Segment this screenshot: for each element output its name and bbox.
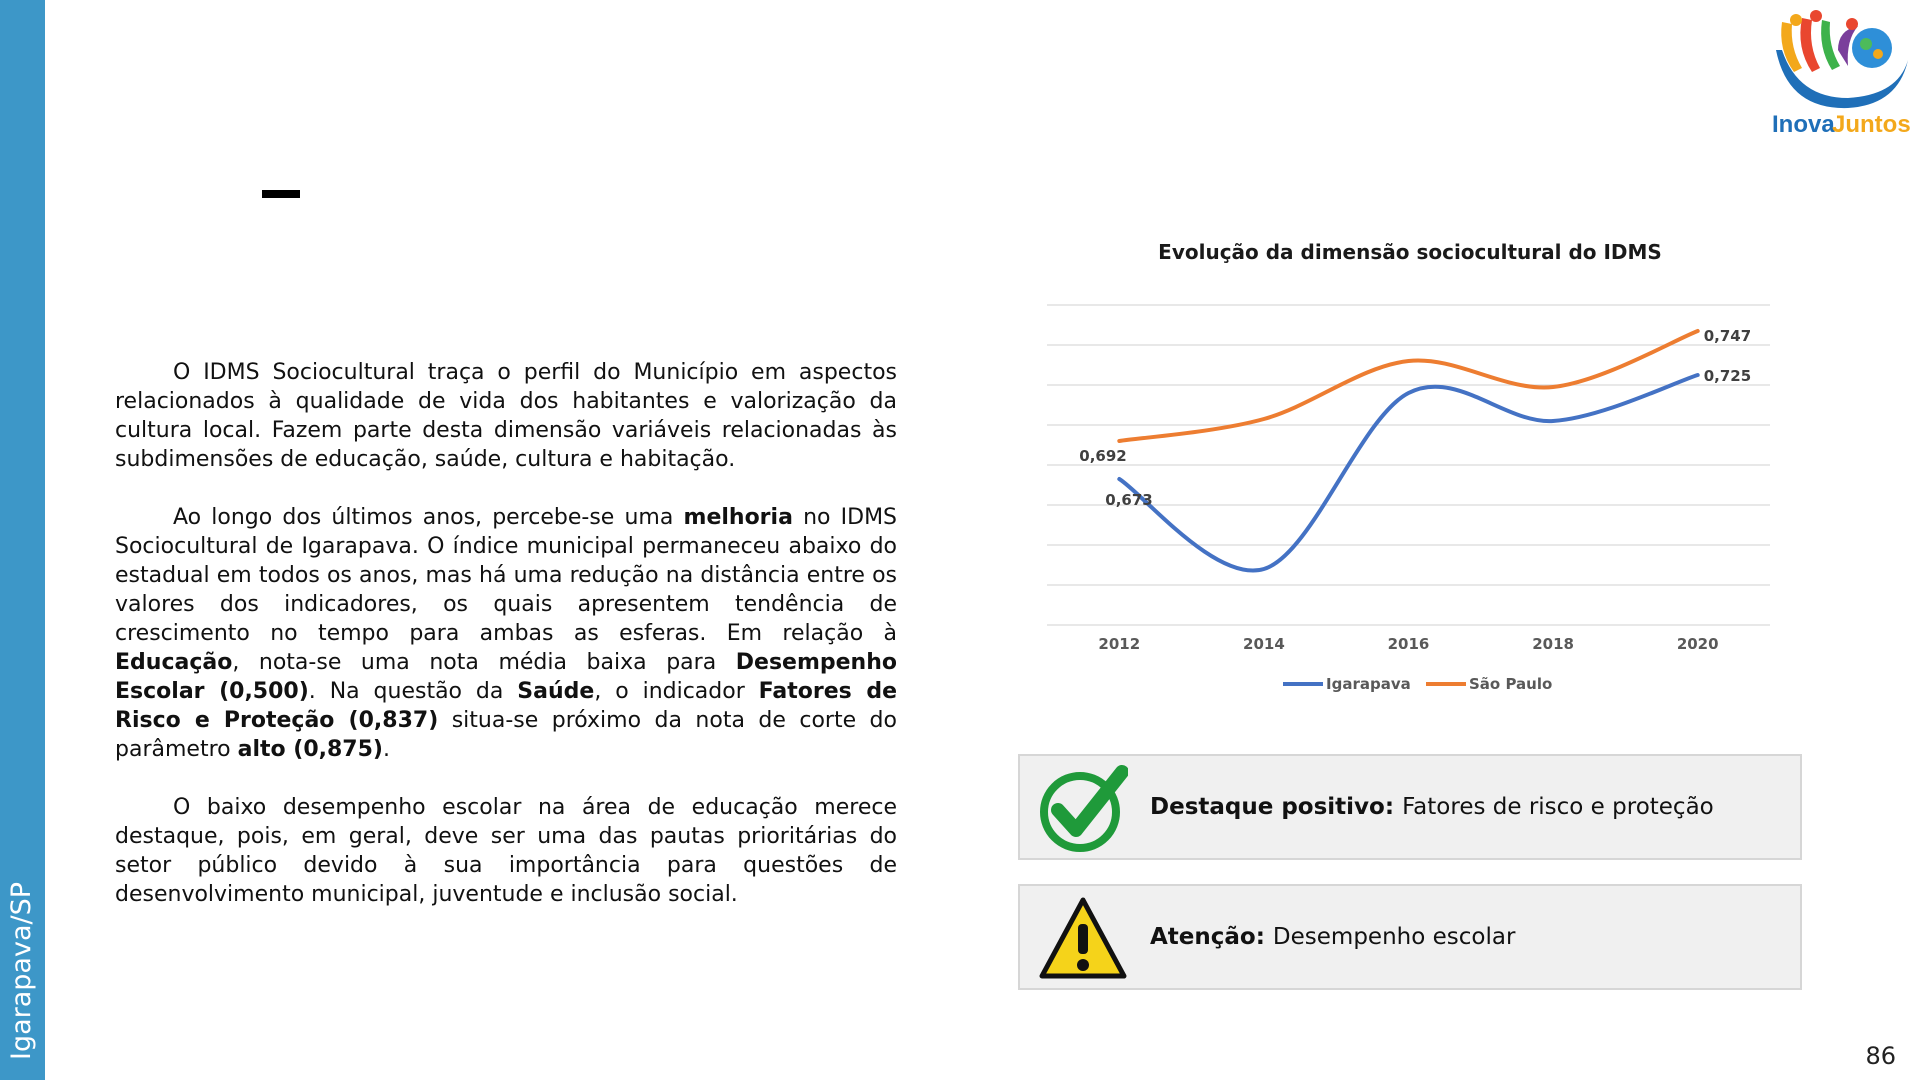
data-label: 0,725 bbox=[1703, 367, 1752, 385]
attention-text: Atenção: Desempenho escolar bbox=[1150, 924, 1516, 950]
municipality-label: Igarapava/SP bbox=[6, 881, 37, 1060]
checkmark-icon bbox=[1038, 764, 1128, 854]
logo-text-1: Inova bbox=[1772, 111, 1835, 136]
x-tick-label: 2018 bbox=[1532, 635, 1574, 653]
x-tick-label: 2016 bbox=[1387, 635, 1430, 653]
positive-highlight-text: Destaque positivo: Fatores de risco e proteção bbox=[1150, 794, 1714, 820]
x-tick-label: 2014 bbox=[1243, 635, 1285, 653]
data-label: 0,692 bbox=[1079, 447, 1127, 465]
x-tick-label: 2012 bbox=[1098, 635, 1141, 653]
paragraph-analysis: Ao longo dos últimos anos, percebe-se uma melhoria no IDMS Sociocultural de Igarapava. O índice municipal permaneceu abaixo do estadual em todos os anos, mas há uma redução na distância entre os valores dos indicadores, os quais apresentem tendência de crescimento no tempo para ambas as esferas. Em relação à Educação, nota-se uma nota média baixa para Desempenho Escolar (0,500). Na questão da Saúde, o indicador Fatores de Risco e Proteção (0,837) situa-se próximo da nota de corte do parâmetro alto (0,875). bbox=[115, 505, 898, 762]
page-number: 86 bbox=[1865, 1042, 1896, 1070]
title-dash bbox=[262, 190, 300, 198]
logo-stroke-icon bbox=[1800, 18, 1820, 72]
paragraph-intro: O IDMS Sociocultural traça o perfil do Município em aspectos relacionados à qualidade de vida dos habitantes e valorização da cultura local. Fazem parte desta dimensão variáveis relacionadas às subdimensões de educação, saúde, cultura e habitação. bbox=[115, 360, 897, 472]
legend-label: Igarapava bbox=[1326, 675, 1411, 693]
line-chart bbox=[1030, 290, 1790, 710]
x-tick-label: 2020 bbox=[1676, 635, 1719, 653]
warning-icon bbox=[1038, 894, 1128, 984]
series-line-igarapava bbox=[1119, 375, 1697, 571]
inova-juntos-logo bbox=[1768, 10, 1916, 136]
legend-label: São Paulo bbox=[1469, 675, 1553, 693]
positive-highlight-box bbox=[1018, 754, 1802, 860]
paragraph-conclusion: O baixo desempenho escolar na área de educação merece destaque, pois, em geral, deve ser uma das pautas prioritárias do setor público devido à sua importância para questões de desenvolvimento municipal, juventude e inclusão social. bbox=[115, 795, 897, 907]
logo-stroke-icon bbox=[1821, 20, 1840, 70]
data-label: 0,747 bbox=[1703, 327, 1752, 345]
attention-box bbox=[1018, 884, 1802, 990]
data-label: 0,673 bbox=[1105, 491, 1153, 509]
chart-title: Evolução da dimensão sociocultural do IDMS bbox=[1158, 240, 1662, 264]
body-text bbox=[115, 358, 897, 938]
globe-icon bbox=[1852, 28, 1892, 68]
logo-text-2: Juntos bbox=[1832, 111, 1911, 136]
side-bar bbox=[0, 0, 45, 1080]
